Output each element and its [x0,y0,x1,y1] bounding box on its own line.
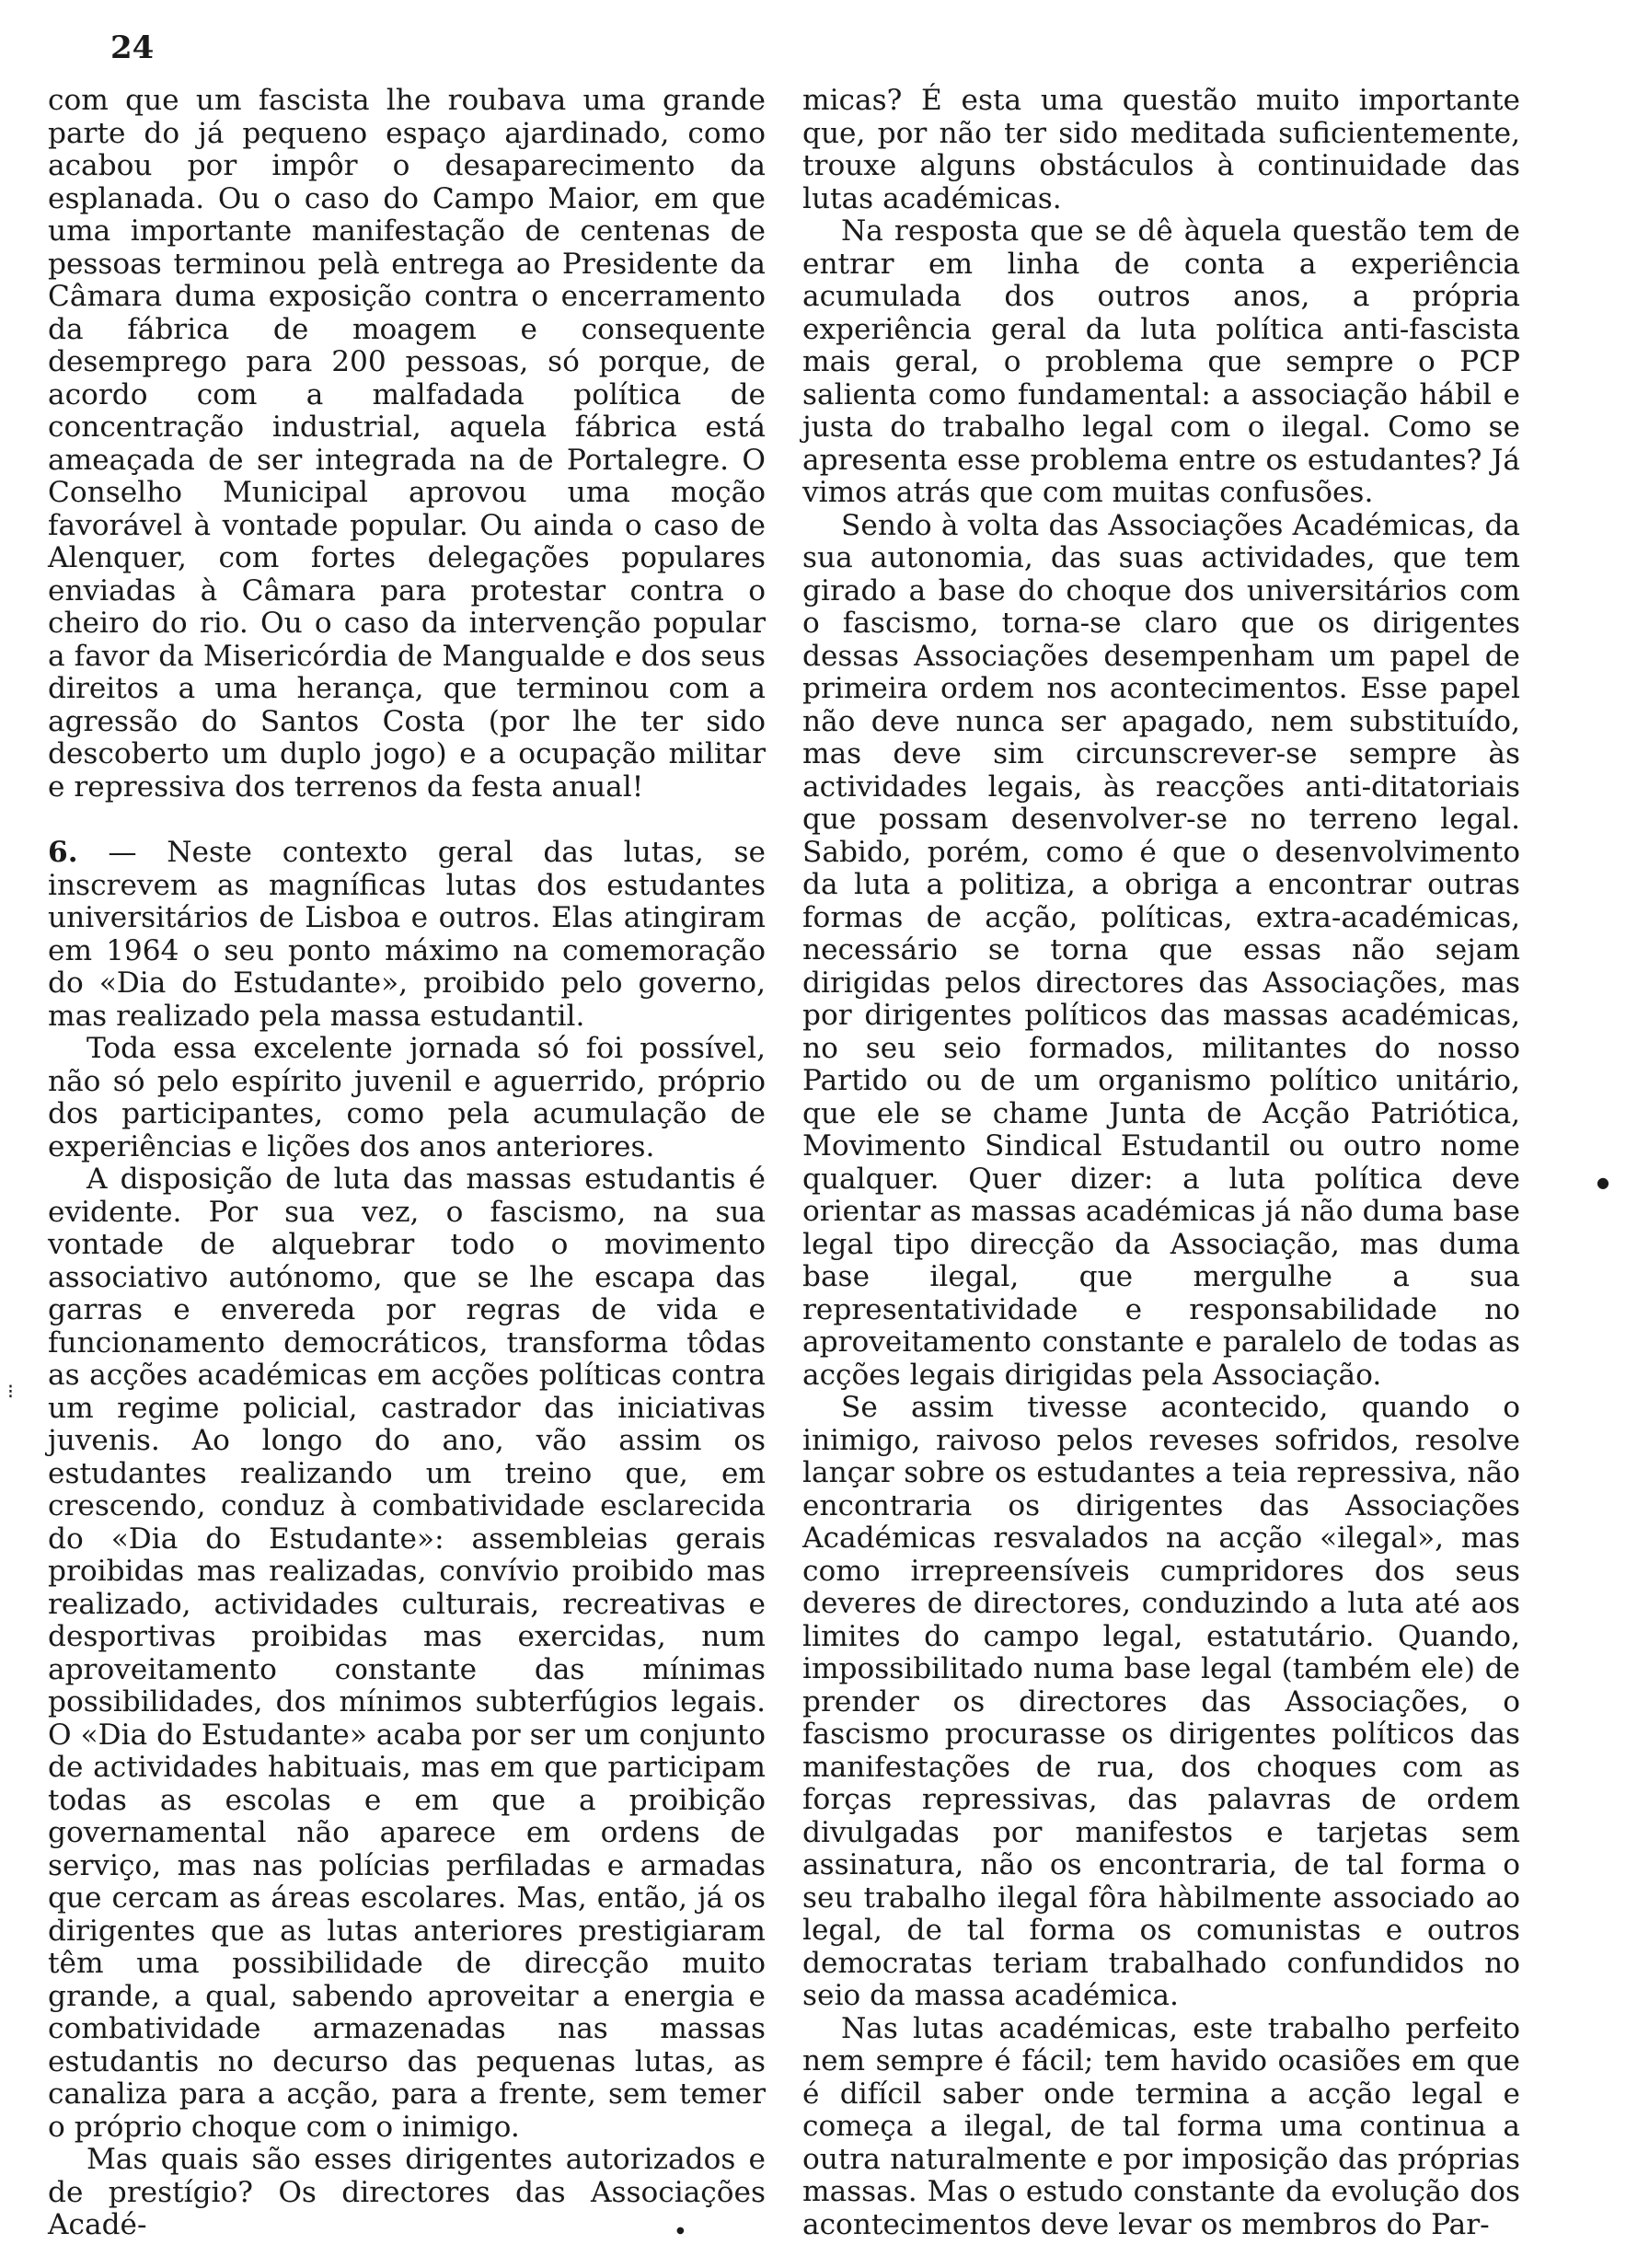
right-paragraph-4: Se assim tivesse acontecido, quando o inimigo, raivoso pelos reveses sofridos, resolve lançar sobre os estudantes a teia repressiva, não encontraria os dirigentes das Associações Académicas resvalados na acção «ilegal», mas como irrepreensíveis cumpridores dos seus deveres de directores, conduzindo a luta até aos limites do campo legal, estatutário. Quando, impossibilitado numa base legal (também ele) de prender os directores das Associações, o fascismo procurasse os dirigentes políticos das manifestações de rua, dos choques com as forças repressivas, das palavras de ordem divulgadas por manifestos e tarjetas sem assinatura, não os encontraria, de tal forma o seu trabalho ilegal fôra hàbilmente associado ao legal, de tal forma os comunistas e outros democratas teriam trabalhado confundidos no seio da massa académica. [802,1391,1520,2012]
left-paragraph-5: Mas quais são esses dirigentes autorizados e de prestígio? Os directores das Associações Acadé- [48,2143,766,2241]
ink-speck-bottom: ● [676,2226,685,2236]
right-paragraph-2: Na resposta que se dê àquela questão tem de entrar em linha de conta a experiência acumulada dos outros anos, a própria experiência geral da luta política anti-fascista mais geral, o problema que sempre o PCP salienta como fundamental: a associação hábil e justa do trabalho legal com o ilegal. Como se apresenta esse problema entre os estudantes? Já vimos atrás que com muitas confusões. [802,214,1520,509]
page-number: 24 [110,29,155,66]
left-column [48,85,766,2242]
section-number: 6. [48,836,78,869]
right-paragraph-5: Nas lutas académicas, este trabalho perfeito nem sempre é fácil; tem havido ocasiões em que é difícil saber onde termina a acção legal e começa a ilegal, de tal forma uma continua a outra naturalmente e por imposição das próprias massas. Mas o estudo constante da evolução dos acontecimentos deve levar os membros do Par- [802,2011,1520,2241]
left-paragraph-3: Toda essa excelente jornada só foi possível, não só pelo espírito juvenil e aguerrido, próprio dos participantes, como pela acumulação de experiências e lições dos anos anteriores. [48,1032,766,1163]
right-paragraph-1: micas? É esta uma questão muito importante que, por não ter sido meditada suficientemente, trouxe alguns obstáculos à continuidade das lutas académicas. [802,84,1520,215]
right-column [802,85,1520,2241]
ink-speck-margin: ⁝ [7,1381,14,1404]
left-paragraph-1: com que um fascista lhe roubava uma grande parte do já pequeno espaço ajardinado, como acabou por impôr o desaparecimento da esplanada. Ou o caso do Campo Maior, em que uma importante manifestação de centenas de pessoas terminou pelà entrega ao Presidente da Câmara duma exposição contra o encerramento da fábrica de moagem e consequente desemprego para 200 pessoas, só porque, de acordo com a malfadada política de concentração industrial, aquela fábrica está ameaçada de ser integrada na de Portalegre. O Conselho Municipal aprovou uma moção favorável à vontade popular. Ou ainda o caso de Alenquer, com fortes delegações populares enviadas à Câmara para protestar contra o cheiro do rio. Ou o caso da intervenção popular a favor da Misericórdia de Mangualde e dos seus direitos a uma herança, que terminou com a agressão do Santos Costa (por lhe ter sido descoberto um duplo jogo) e a ocupação militar e repressiva dos terrenos da festa anual! [48,84,766,804]
left-paragraph-4: A disposição de luta das massas estudantis é evidente. Por sua vez, o fascismo, na sua vontade de alquebrar todo o movimento associativo autónomo, que se lhe escapa das garras e envereda por regras de vida e funcionamento democráticos, transforma tôdas as acções académicas em acções políticas contra um regime policial, castrador das iniciativas juvenis. Ao longo do ano, vão assim os estudantes realizando um treino que, em crescendo, conduz à combatividade esclarecida do «Dia do Estudante»: assembleias gerais proibidas mas realizadas, convívio proibido mas realizado, actividades culturais, recreativas e desportivas proibidas mas exercidas, num aproveitamento constante das mínimas possibilidades, dos mínimos subterfúgios legais. O «Dia do Estudante» acaba por ser um conjunto de actividades habituais, mas em que participam todas as escolas e em que a proibição governamental não aparece em ordens de serviço, mas nas polícias perfiladas e armadas que cercam as áreas escolares. Mas, então, já os dirigentes que as lutas anteriores prestigiaram têm uma possibilidade de direcção muito grande, a qual, sabendo aproveitar a energia e combatividade armazenadas nas massas estudantis no decurso das pequenas lutas, as canaliza para a acção, para a frente, sem temer o próprio choque com o inimigo. [48,1163,766,2144]
ink-speck-right: ● [1597,1174,1609,1191]
right-paragraph-3: Sendo à volta das Associações Académicas, da sua autonomia, das suas actividades, que tem girado a base do choque dos universitários com o fascismo, torna-se claro que os dirigentes dessas Associações desempenham um papel de primeira ordem nos acontecimentos. Esse papel não deve nunca ser apagado, nem substituído, mas deve sim circunscrever-se sempre às actividades legais, às reacções anti-ditatoriais que possam desenvolver-se no terreno legal. Sabido, porém, como é que o desenvolvimento da luta a politiza, a obriga a encontrar outras formas de acção, políticas, extra-académicas, necessário se torna que essas não sejam dirigidas pelos directores das Associações, mas por dirigentes políticos das massas académicas, no seu seio formados, militantes do nosso Partido ou de um organismo político unitário, que ele se chame Junta de Acção Patriótica, Movimento Sindical Estudantil ou outro nome qualquer. Quer dizer: a luta política deve orientar as massas académicas já não duma base legal tipo direcção da Associação, mas duma base ilegal, que mergulhe a sua representatividade e responsabilidade no aproveitamento constante e paralelo de todas as acções legais dirigidas pela Associação. [802,508,1520,1392]
left-paragraph-2 [48,837,766,1033]
left-paragraph-2-text: — Neste contexto geral das lutas, se inscrevem as magníficas lutas dos estudantes universitários de Lisboa e outros. Elas atingiram em 1964 o seu ponto máximo na comemoração do «Dia do Estudante», proibido pelo governo, mas realizado pela massa estudantil. [48,836,767,1033]
